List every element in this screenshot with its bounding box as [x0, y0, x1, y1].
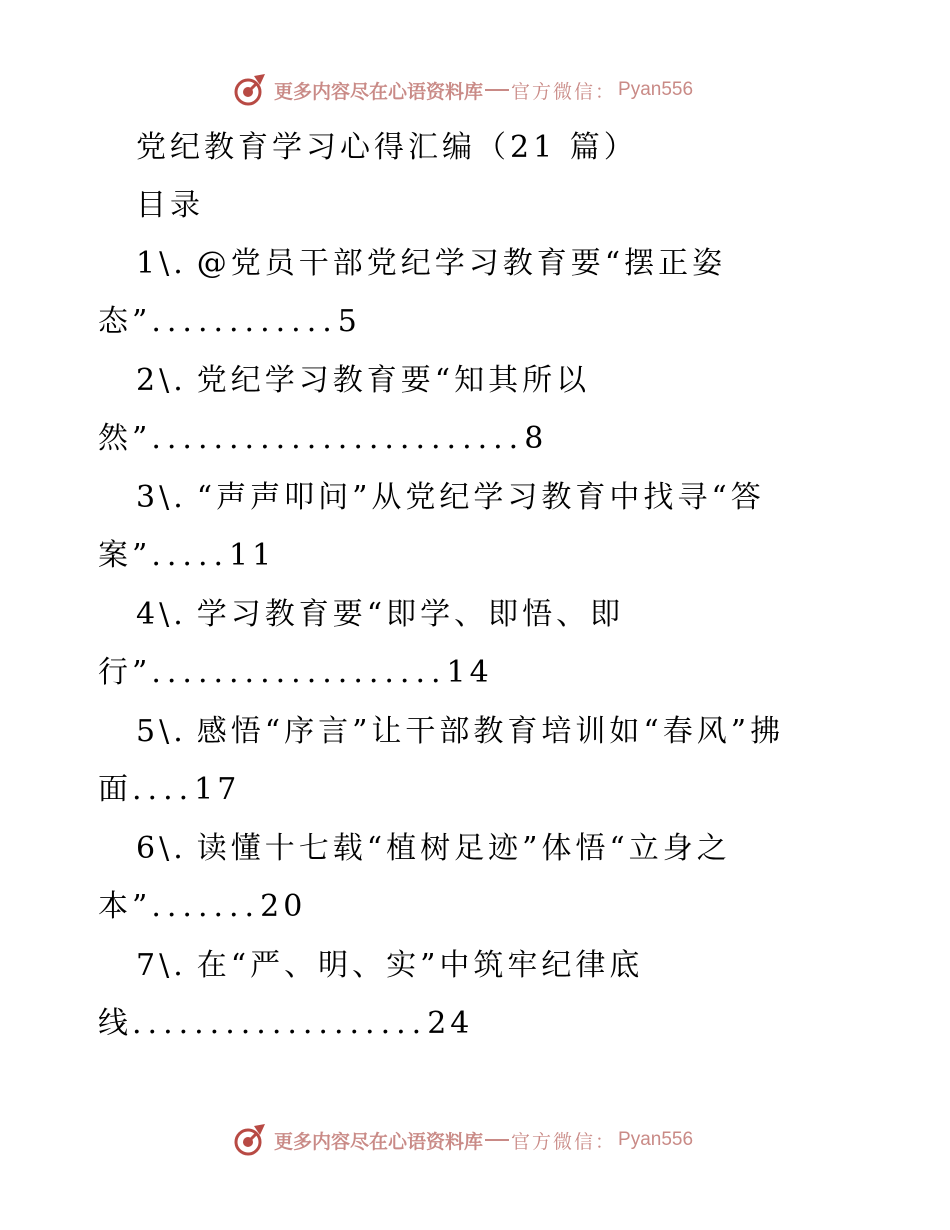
watermark-official-label: 官方微信： [511, 1130, 617, 1153]
toc-page-number: 17 [194, 772, 241, 807]
footer-watermark [232, 1122, 693, 1158]
toc-leader-dots: ....... [151, 889, 261, 924]
watermark-official-label: 官方微信： [511, 80, 617, 103]
toc-page-number: 20 [260, 889, 307, 924]
toc-entry-number: 2\. [136, 363, 187, 398]
watermark-wechat-id: Pyan556 [618, 1129, 694, 1150]
toc-entry-title: 学习教育要“即学、即悟、即 [196, 597, 625, 632]
toc-entry-3-line1[interactable] [136, 478, 765, 518]
toc-entry-2-line1[interactable] [136, 361, 590, 401]
toc-entry-title-cont: 本” [98, 889, 152, 924]
pen-logo-icon [232, 1122, 268, 1158]
toc-entry-3-line2[interactable] [98, 536, 275, 576]
toc-entry-7-line2[interactable] [98, 1004, 473, 1044]
toc-entry-title: 感悟“序言”让干部教育培训如“春风”拂 [196, 714, 785, 749]
watermark-dash [485, 89, 509, 91]
toc-entry-title-cont: 案” [98, 538, 152, 573]
toc-page-number: 24 [427, 1006, 474, 1041]
toc-entry-number: 6\. [136, 831, 187, 866]
toc-leader-dots: ................... [132, 1006, 428, 1041]
toc-entry-title: 在“严、明、实”中筑牢纪律底 [196, 948, 644, 983]
toc-entry-title-cont: 面 [98, 772, 132, 807]
toc-entry-6-line1[interactable] [136, 829, 731, 869]
toc-entry-title-cont: 态” [98, 304, 152, 339]
document-title: 党纪教育学习心得汇编（21 篇） [136, 130, 638, 165]
toc-entry-7-line1[interactable] [136, 946, 643, 986]
toc-entry-title: 党纪学习教育要“知其所以 [196, 363, 591, 398]
watermark-text: 更多内容尽在心语资料库 [274, 80, 484, 103]
watermark-wechat-id: Pyan556 [618, 79, 694, 100]
toc-page-number: 8 [524, 421, 548, 456]
toc-leader-dots: ..... [151, 538, 230, 573]
toc-entry-6-line2[interactable] [98, 887, 306, 927]
toc-leader-dots: ........................ [151, 421, 525, 456]
toc-entry-title: 读懂十七载“植树足迹”体悟“立身之 [196, 831, 731, 866]
toc-heading: 目录 [136, 188, 204, 223]
toc-entry-title-cont: 然” [98, 421, 152, 456]
toc-leader-dots: .... [132, 772, 195, 807]
header-watermark [232, 72, 693, 108]
toc-entry-4-line2[interactable] [98, 653, 493, 693]
watermark-dash [485, 1139, 509, 1141]
toc-entry-title-cont: 行” [98, 655, 152, 690]
toc-entry-number: 1\. [136, 246, 187, 281]
toc-entry-title: @党员干部党纪学习教育要“摆正姿 [196, 246, 727, 281]
toc-entry-number: 5\. [136, 714, 187, 749]
toc-page-number: 11 [229, 538, 276, 573]
toc-entry-4-line1[interactable] [136, 595, 624, 635]
toc-leader-dots: ................... [151, 655, 447, 690]
toc-entry-number: 7\. [136, 948, 187, 983]
toc-entry-5-line2[interactable] [98, 770, 240, 810]
toc-leader-dots: ............ [151, 304, 338, 339]
watermark-text: 更多内容尽在心语资料库 [274, 1130, 484, 1153]
toc-page-number: 14 [446, 655, 493, 690]
toc-entry-title-cont: 线 [98, 1006, 132, 1041]
pen-logo-icon [232, 72, 268, 108]
toc-entry-5-line1[interactable] [136, 712, 784, 752]
toc-entry-1-line2[interactable] [98, 302, 361, 342]
toc-entry-title: “声声叩问”从党纪学习教育中找寻“答 [196, 480, 765, 515]
toc-entry-1-line1[interactable] [136, 244, 726, 284]
toc-page-number: 5 [337, 304, 361, 339]
toc-entry-number: 3\. [136, 480, 187, 515]
toc-entry-2-line2[interactable] [98, 419, 547, 459]
toc-entry-number: 4\. [136, 597, 187, 632]
